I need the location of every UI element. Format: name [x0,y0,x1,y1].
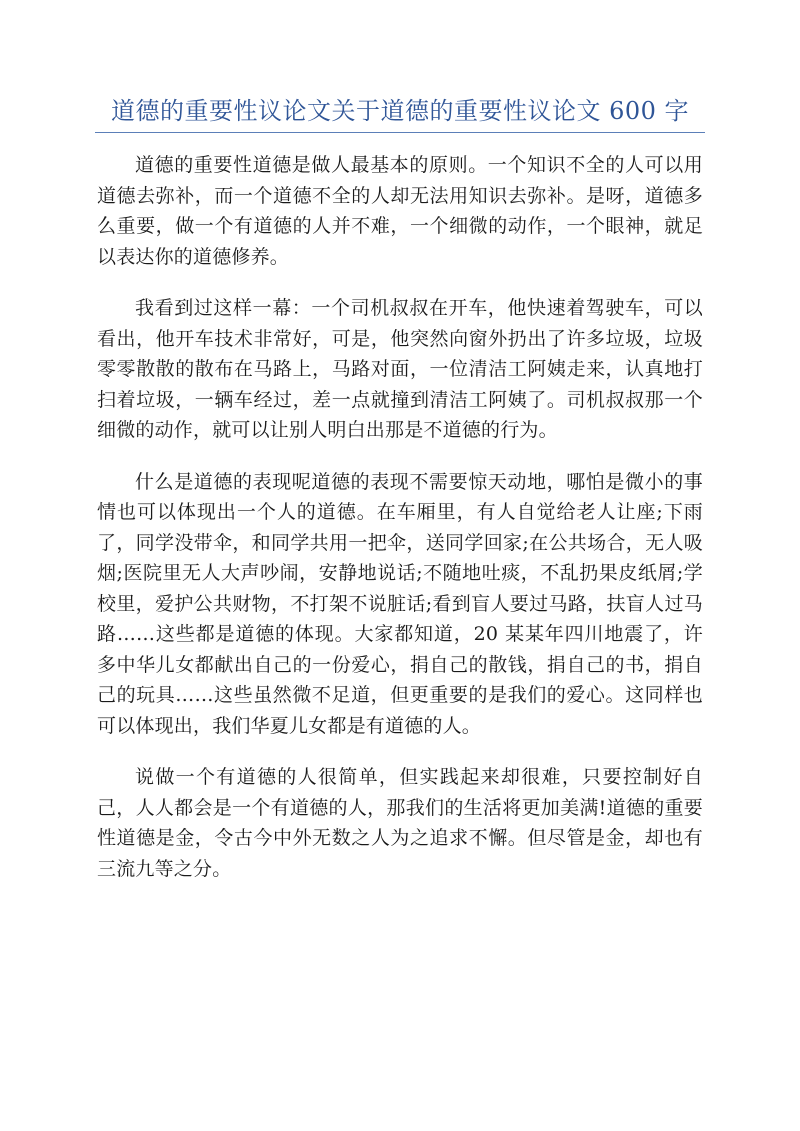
paragraph-2: 我看到过这样一幕：一个司机叔叔在开车，他快速着驾驶车，可以看出，他开车技术非常好，可是，他突然向窗外扔出了许多垃圾，垃圾零零散散的散布在马路上，马路对面，一位清洁工阿姨走来，认真地打扫着垃圾，一辆车经过，差一点就撞到清洁工阿姨了。司机叔叔那一个细微的动作，就可以让别人明白出那是不道德的行为。 [97,297,703,441]
paragraph-3: 什么是道德的表现呢道德的表现不需要惊天动地，哪怕是微小的事情也可以体现出一个人的道德。在车厢里，有人自觉给老人让座;下雨了，同学没带伞，和同学共用一把伞，送同学回家;在公共场合，无人吸烟;医院里无人大声吵闹，安静地说话;不随地吐痰，不乱扔果皮纸屑;学校里，爱护公共财物，不打架不说脏话;看到盲人要过马路，扶盲人过马路……这些都是道德的体现。大家都知道，20 某某年四川地震了，许多中华儿女都献出自己的一份爱心，捐自己的散钱，捐自己的书，捐自己的玩具……这些虽然微不足道，但更重要的是我们的爱心。这同样也可以体现出，我们华夏儿女都是有道德的人。 [97,470,703,737]
paragraph-1: 道德的重要性道德是做人最基本的原则。一个知识不全的人可以用道德去弥补，而一个道德不全的人却无法用知识去弥补。是呀，道德多么重要，做一个有道德的人并不难，一个细微的动作，一个眼神，就足以表达你的道德修养。 [97,154,703,268]
title-underline [95,132,705,133]
document-body [97,150,703,905]
paragraph-4: 说做一个有道德的人很简单，但实践起来却很难，只要控制好自己，人人都会是一个有道德的人，那我们的生活将更加美满!道德的重要性道德是金，令古今中外无数之人为之追求不懈。但尽管是金，却也有三流九等之分。 [97,766,703,880]
document-title: 道德的重要性议论文关于道德的重要性议论文 600 字 [110,97,690,125]
